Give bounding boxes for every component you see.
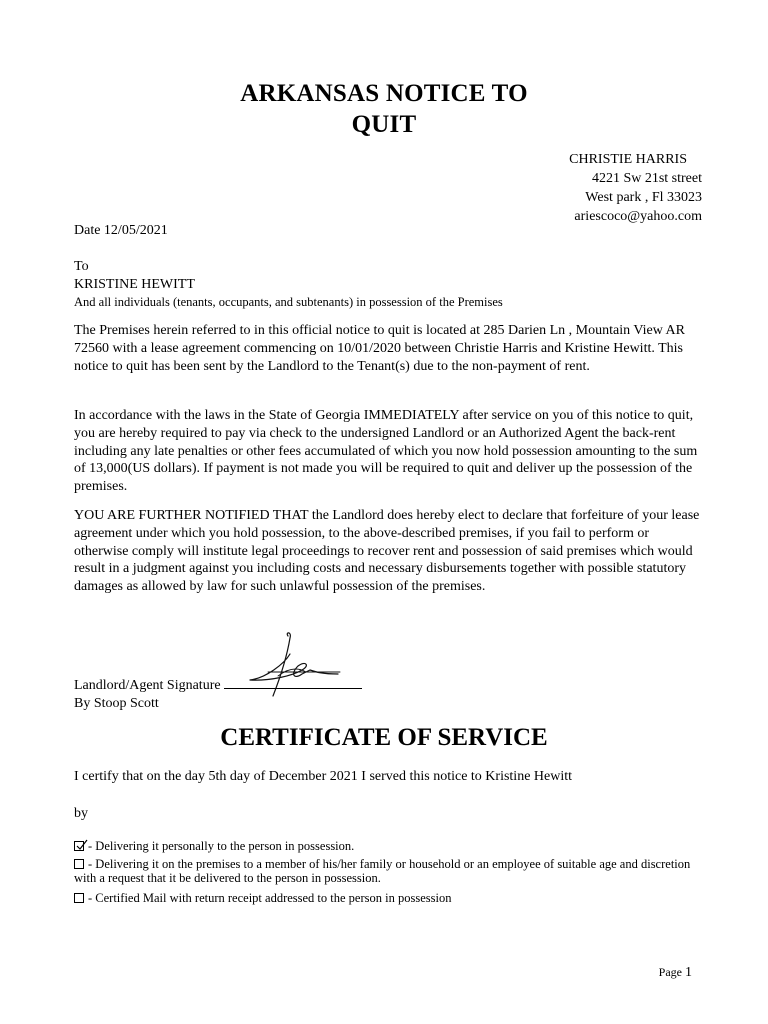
title-line-2: QUIT [351, 111, 417, 138]
sender-city: West park , Fl 33023 [585, 190, 702, 205]
notice-date: Date 12/05/2021 [74, 223, 168, 238]
signature-line [224, 676, 362, 689]
certificate-by: by [74, 806, 88, 821]
service-option-premises [74, 857, 714, 885]
paragraph-further-notice: YOU ARE FURTHER NOTIFIED THAT the Landlord does hereby elect to declare that forfeiture of your lease agreement under which you hold possession, to the above-described premises, if you fail to perform or otherwise comply will institute legal proceedings to recover rent and possession of said premises which would result in a judgment against you including costs and necessary disbursements together with possible statutory damages as allowed by law for such unlawful possession of the premises. [74, 508, 700, 595]
title-line-1: ARKANSAS NOTICE TO [240, 80, 528, 107]
page-label: Page [658, 965, 682, 979]
certificate-title: CERTIFICATE OF SERVICE [220, 724, 548, 751]
empty-checkbox-icon[interactable] [74, 859, 84, 869]
service-option-text: - Delivering it on the premises to a member of his/her family or household or an employee of suitable age and discretion with a request that it be delivered to the person in possession. [74, 857, 691, 885]
service-option-mail [74, 891, 714, 905]
page-number-value: 1 [685, 965, 692, 980]
empty-checkbox-icon[interactable] [74, 893, 84, 903]
recipient-block [74, 258, 704, 311]
sender-address-block [569, 150, 702, 226]
recipient-to-label: To [74, 259, 89, 274]
recipient-others: And all individuals (tenants, occupants, and subtenants) in possession of the Premises [74, 294, 503, 309]
sender-name: CHRISTIE HARRIS [569, 152, 687, 167]
paragraph-payment: In accordance with the laws in the State of Georgia IMMEDIATELY after service on you of this notice to quit, you are hereby required to pay via check to the undersigned Landlord or an Authorized Agent the back-rent including any late penalties or other fees accumulated of which you now hold possession amounting to the sum of 13,000(US dollars). If payment is not made you will be required to quit and deliver up the possession of the premises. [74, 408, 698, 495]
document-title [0, 78, 768, 140]
checked-checkbox-icon[interactable] [74, 841, 84, 851]
page-number [659, 965, 692, 981]
recipient-name: KRISTINE HEWITT [74, 276, 195, 292]
sender-email: ariescoco@yahoo.com [574, 209, 702, 224]
signature-line-row [74, 676, 704, 695]
sender-street: 4221 Sw 21st street [591, 171, 702, 186]
signature-by: By Stoop Scott [74, 695, 159, 711]
signature-block [74, 676, 704, 713]
service-option-personal [74, 839, 714, 853]
paragraph-premises: The Premises herein referred to in this official notice to quit is located at 285 Darien Ln , Mountain View AR 72560 with a lease agreement commencing on 10/01/2020 between Christie Harris and Kristine Hewitt. This notice to quit has been sent by the Landlord to the Tenant(s) due to the non-payment of rent. [74, 323, 685, 374]
signature-label: Landlord/Agent Signature [74, 678, 221, 693]
service-option-text: - Delivering it personally to the person in possession. [88, 839, 355, 853]
certificate-statement: I certify that on the day 5th day of December 2021 I served this notice to Kristine Hewitt [74, 769, 573, 784]
service-option-text: - Certified Mail with return receipt addressed to the person in possession [88, 891, 452, 905]
